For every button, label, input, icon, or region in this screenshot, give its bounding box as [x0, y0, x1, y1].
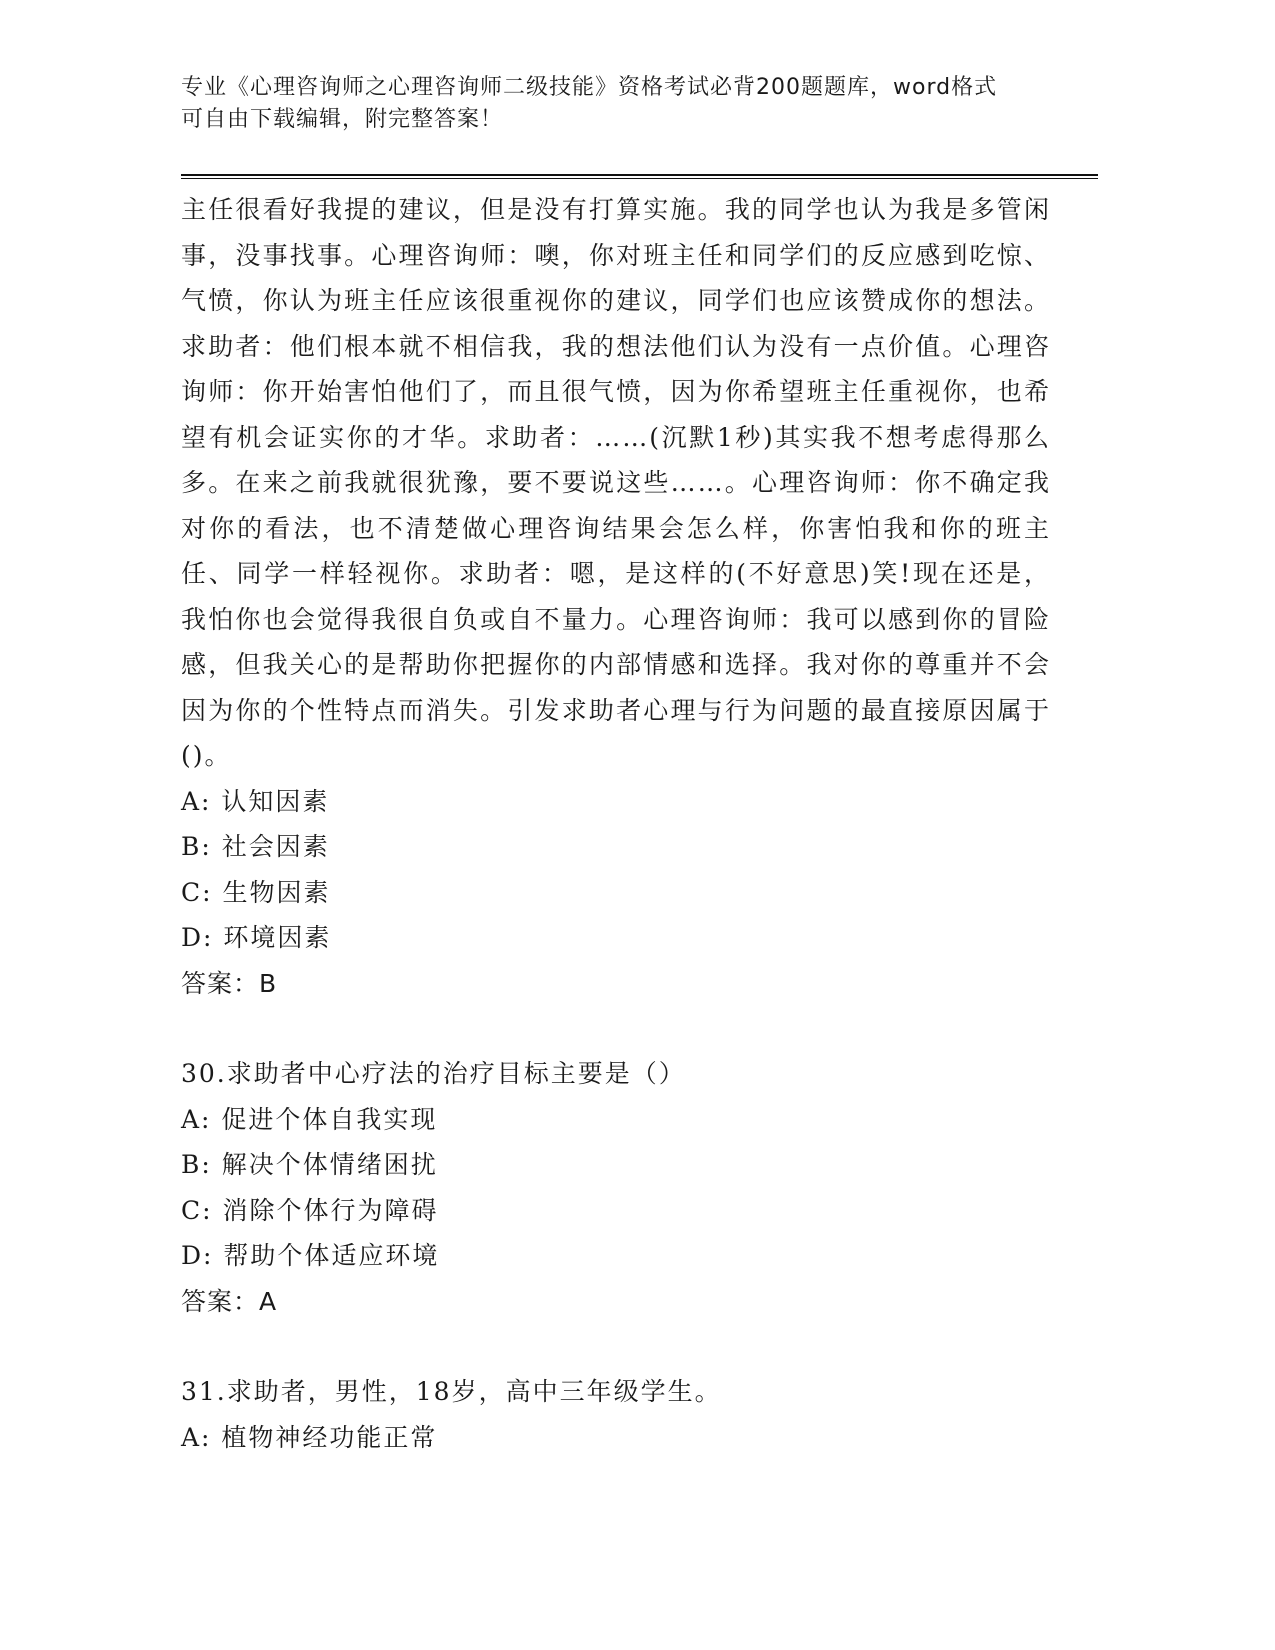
question-stem: 30.求助者中心疗法的治疗目标主要是（） [181, 1059, 686, 1088]
document-body [181, 187, 1051, 1460]
header-divider [181, 174, 1098, 179]
spacer [181, 1006, 1051, 1051]
option-d: D: 帮助个体适应环境 [181, 1241, 440, 1270]
answer-line: 答案：A [181, 1286, 278, 1316]
question-31 [181, 1369, 1051, 1460]
option-a: A: 促进个体自我实现 [181, 1104, 438, 1134]
spacer [181, 1324, 1051, 1369]
option-d: D: 环境因素 [181, 923, 332, 952]
option-a: A: 植物神经功能正常 [181, 1422, 438, 1452]
header-title-line-2: 可自由下载编辑，附完整答案！ [181, 107, 504, 132]
page-header [181, 72, 1061, 136]
option-c: C: 生物因素 [181, 877, 331, 907]
question-30 [181, 1051, 1051, 1324]
option-b: B: 解决个体情绪困扰 [181, 1150, 438, 1179]
header-title-line-1: 专业《心理咨询师之心理咨询师二级技能》资格考试必背200题题库，word格式 [181, 75, 998, 100]
option-a: A: 认知因素 [181, 786, 330, 816]
option-b: B: 社会因素 [181, 832, 330, 861]
question-29 [181, 187, 1051, 1006]
answer-line: 答案：B [181, 968, 278, 998]
option-c: C: 消除个体行为障碍 [181, 1195, 439, 1225]
question-passage: 主任很看好我提的建议，但是没有打算实施。我的同学也认为我是多管闲事，没事找事。心理咨询师：噢，你对班主任和同学们的反应感到吃惊、气愤，你认为班主任应该很重视你的建议，同学们也应该赞成你的想法。求助者：他们根本就不相信我，我的想法他们认为没有一点价值。心理咨询师：你开始害怕他们了，而且很气愤，因为你希望班主任重视你，也希望有机会证实你的才华。求助者：……(沉默1秒)其实我不想考虑得那么多。在来之前我就很犹豫，要不要说这些……。心理咨询师：你不确定我对你的看法，也不清楚做心理咨询结果会怎么样，你害怕我和你的班主任、同学一样轻视你。求助者：嗯，是这样的(不好意思)笑!现在还是，我怕你也会觉得我很自负或自不量力。心理咨询师：我可以感到你的冒险感，但我关心的是帮助你把握你的内部情感和选择。我对你的尊重并不会因为你的个性特点而消失。引发求助者心理与行为问题的最直接原因属于()。 [181, 195, 1051, 770]
question-stem: 31.求助者，男性，18岁，高中三年级学生。 [181, 1377, 722, 1406]
